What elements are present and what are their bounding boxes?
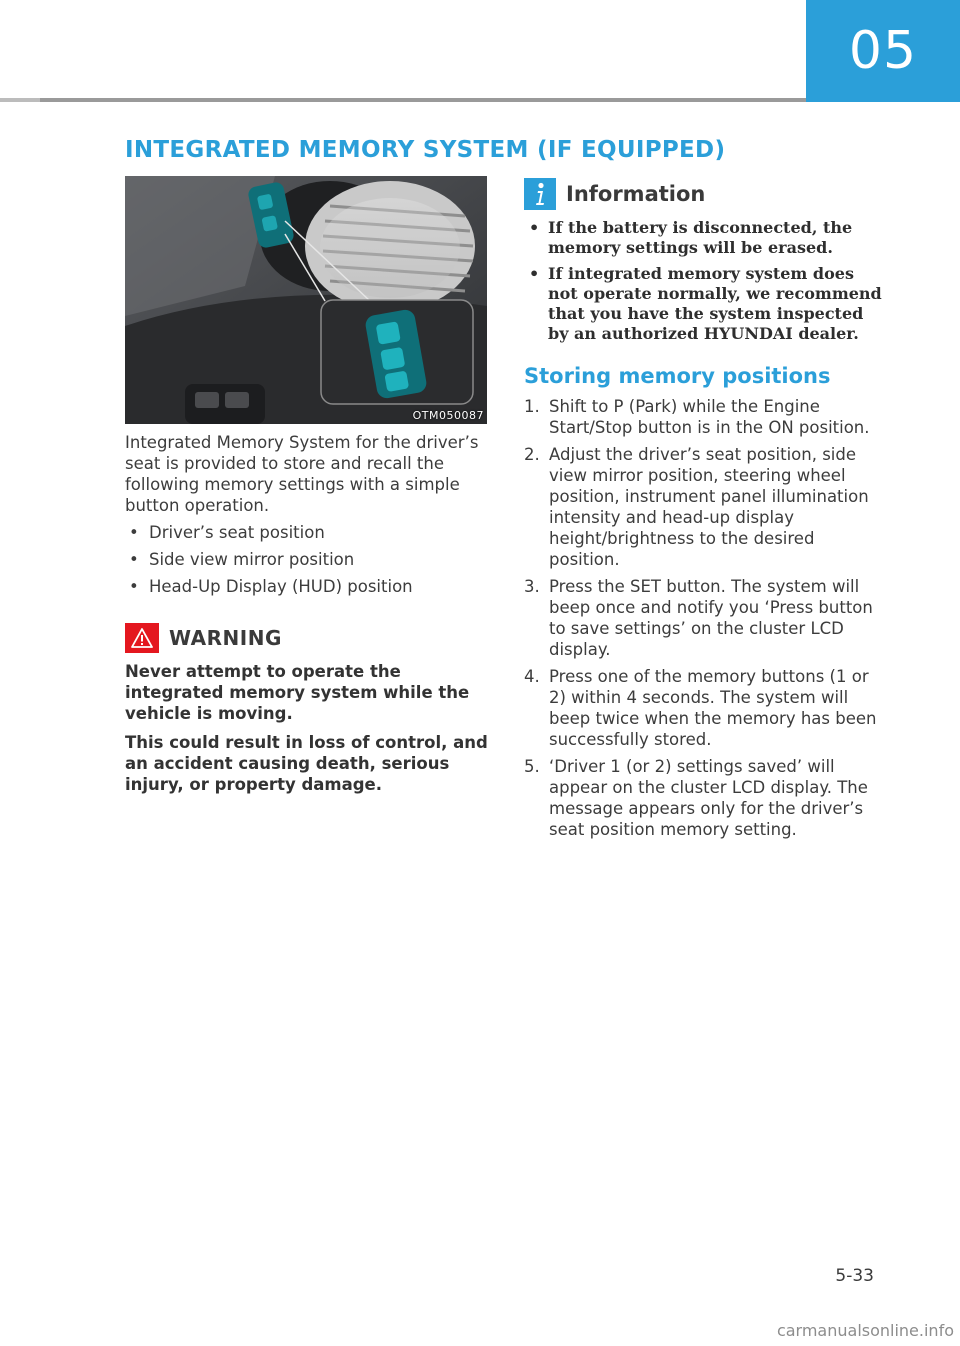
step-item: [524, 576, 889, 660]
list-item: • If the battery is disconnected, the memory settings will be erased.: [524, 218, 889, 258]
list-item: • Side view mirror position: [125, 549, 490, 570]
warning-text: This could result in loss of control, and an accident causing death, serious injury, or property damage.: [125, 733, 488, 794]
door-panel-illustration: [125, 176, 487, 424]
storing-title: Storing memory positions: [524, 364, 831, 388]
memory-button-photo: [125, 176, 487, 424]
chapter-tab: [806, 0, 960, 102]
watermark: carmanualsonline.info: [776, 1321, 954, 1340]
step-text: ‘Driver 1 (or 2) settings saved’ will appear on the cluster LCD display. The message appears only for the driver’s seat position memory setting.: [549, 757, 868, 839]
section-title: INTEGRATED MEMORY SYSTEM (IF EQUIPPED): [125, 137, 726, 163]
step-text: Shift to P (Park) while the Engine Start/Stop button is in the ON position.: [549, 397, 870, 437]
warning-header: [125, 623, 490, 653]
storing-steps: [524, 396, 889, 840]
step-item: [524, 756, 889, 840]
step-number: 1.: [524, 397, 540, 416]
list-item: • Driver’s seat position: [125, 522, 490, 543]
header-rule-accent: [0, 98, 40, 102]
information-list: [524, 218, 889, 344]
header-rule: [0, 98, 806, 102]
step-item: [524, 444, 889, 570]
left-column: [125, 432, 490, 795]
warning-triangle-icon: [125, 623, 159, 653]
information-title: Information: [566, 182, 706, 206]
warning-text: Never attempt to operate the integrated memory system while the vehicle is moving.: [125, 662, 470, 723]
information-header: [524, 178, 889, 210]
step-item: [524, 396, 889, 438]
memory-settings-list: [125, 522, 490, 597]
page-number: 5-33: [835, 1266, 874, 1286]
step-text: Press the SET button. The system will beep once and notify you ‘Press button to save settings’ on the cluster LCD display.: [549, 577, 873, 659]
step-text: Press one of the memory buttons (1 or 2) within 4 seconds. The system will beep twice when the memory has been successfully stored.: [549, 667, 877, 749]
step-number: 4.: [524, 667, 540, 686]
step-number: 3.: [524, 577, 540, 596]
list-item: • If integrated memory system does not operate normally, we recommend that you have the system inspected by an authorized HYUNDAI dealer.: [524, 264, 889, 344]
warning-title: WARNING: [169, 626, 282, 650]
figure-code: OTM050087: [412, 409, 484, 422]
chapter-number: 05: [848, 21, 918, 81]
intro-text: Integrated Memory System for the driver’s seat is provided to store and recall the following memory settings with a simple button operation.: [125, 433, 479, 515]
list-item: • Head-Up Display (HUD) position: [125, 576, 490, 597]
info-icon: [524, 178, 556, 210]
step-item: [524, 666, 889, 750]
step-number: 2.: [524, 445, 540, 464]
step-text: Adjust the driver’s seat position, side view mirror position, steering wheel position, instrument panel illumination intensity and head-up display height/brightness to the desired position.: [549, 445, 869, 569]
step-number: 5.: [524, 757, 540, 776]
right-column: [524, 178, 889, 846]
